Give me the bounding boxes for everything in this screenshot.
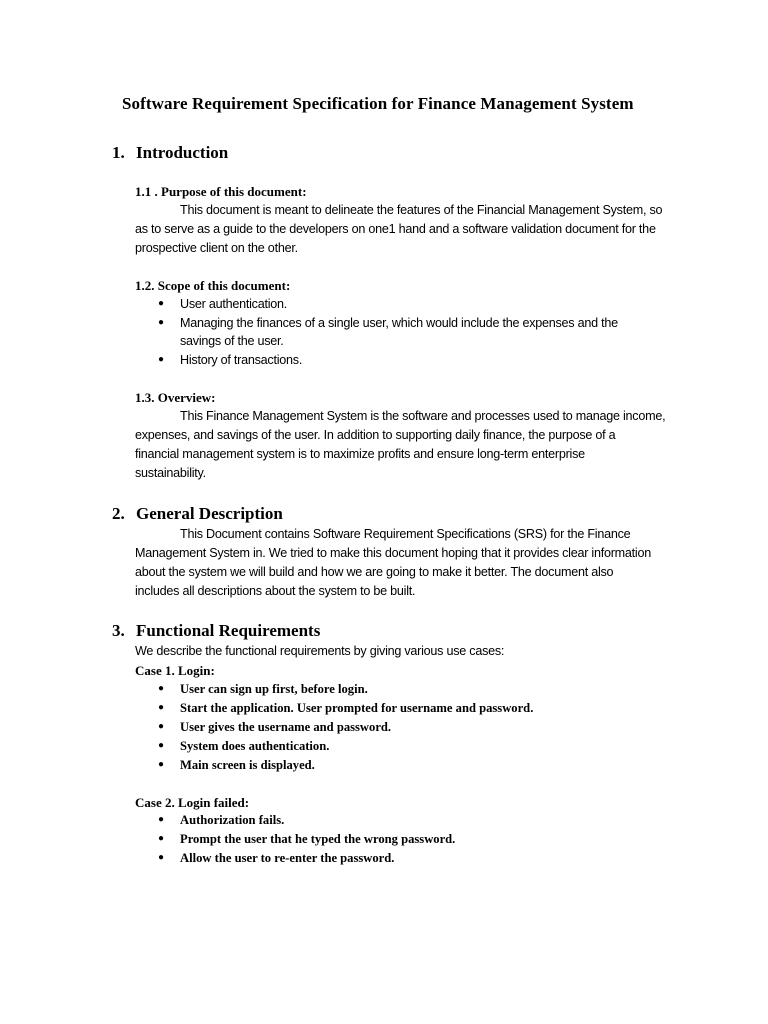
bullet-icon: ● [158,721,165,732]
list-item-continuation: savings of the user. [180,334,284,348]
list-item: System does authentication. [180,739,330,753]
list-item: Start the application. User prompted for username and password. [180,701,534,715]
section-heading-general-description [112,504,283,524]
case-label-login-failed: Case 2. Login failed: [135,795,250,810]
list-item: Managing the finances of a single user, which would include the expenses and the [180,316,618,330]
bullet-icon: ● [158,702,165,713]
section-title: Functional Requirements [136,621,321,640]
paragraph-line: as to serve as a guide to the developers on one1 hand and a software validation document for the [135,222,656,236]
bullet-icon: ● [158,740,165,751]
paragraph-line: This document is meant to delineate the features of the Financial Management System, so [180,203,663,217]
bullet-icon: ● [158,298,165,309]
list-item: User gives the username and password. [180,720,392,734]
list-item: User authentication. [180,297,288,311]
bullet-icon: ● [158,354,165,365]
bullet-icon: ● [158,317,165,328]
bullet-icon: ● [158,852,165,863]
list-item: Allow the user to re-enter the password. [180,851,395,865]
list-item: Authorization fails. [180,813,285,827]
paragraph-line: This Finance Management System is the software and processes used to manage income, [180,409,666,423]
bullet-icon: ● [158,833,165,844]
list-item: History of transactions. [180,353,303,367]
subsection-heading-purpose: 1.1 . Purpose of this document: [135,184,307,199]
section-number: 1. [112,143,125,162]
list-item: User can sign up first, before login. [180,682,368,696]
paragraph-line: prospective client on the other. [135,241,298,255]
bullet-icon: ● [158,683,165,694]
section-number: 2. [112,504,125,523]
list-item: Main screen is displayed. [180,758,315,772]
section-title: Introduction [136,143,229,162]
paragraph-line: We describe the functional requirements by giving various use cases: [135,644,505,658]
paragraph-line: financial management system is to maximize profits and ensure long-term enterprise [135,447,585,461]
paragraph-line: expenses, and savings of the user. In addition to supporting daily finance, the purpose of a [135,428,616,442]
bullet-icon: ● [158,814,165,825]
document-title: Software Requirement Specification for Finance Management System [122,94,634,113]
section-heading-introduction [112,143,228,163]
section-title: General Description [136,504,283,523]
paragraph-line: sustainability. [135,466,206,480]
paragraph-line: about the system we will build and how we are going to make it better. The document also [135,565,614,579]
subsection-heading-scope: 1.2. Scope of this document: [135,278,291,293]
paragraph-line: This Document contains Software Requirement Specifications (SRS) for the Finance [180,527,631,541]
subsection-heading-overview: 1.3. Overview: [135,390,216,405]
paragraph-line: includes all descriptions about the system to be built. [135,584,416,598]
paragraph-line: Management System in. We tried to make this document hoping that it provides clear information [135,546,651,560]
case-label-login: Case 1. Login: [135,663,215,678]
bullet-icon: ● [158,759,165,770]
section-heading-functional-requirements [112,621,320,641]
list-item: Prompt the user that he typed the wrong password. [180,832,456,846]
section-number: 3. [112,621,125,640]
